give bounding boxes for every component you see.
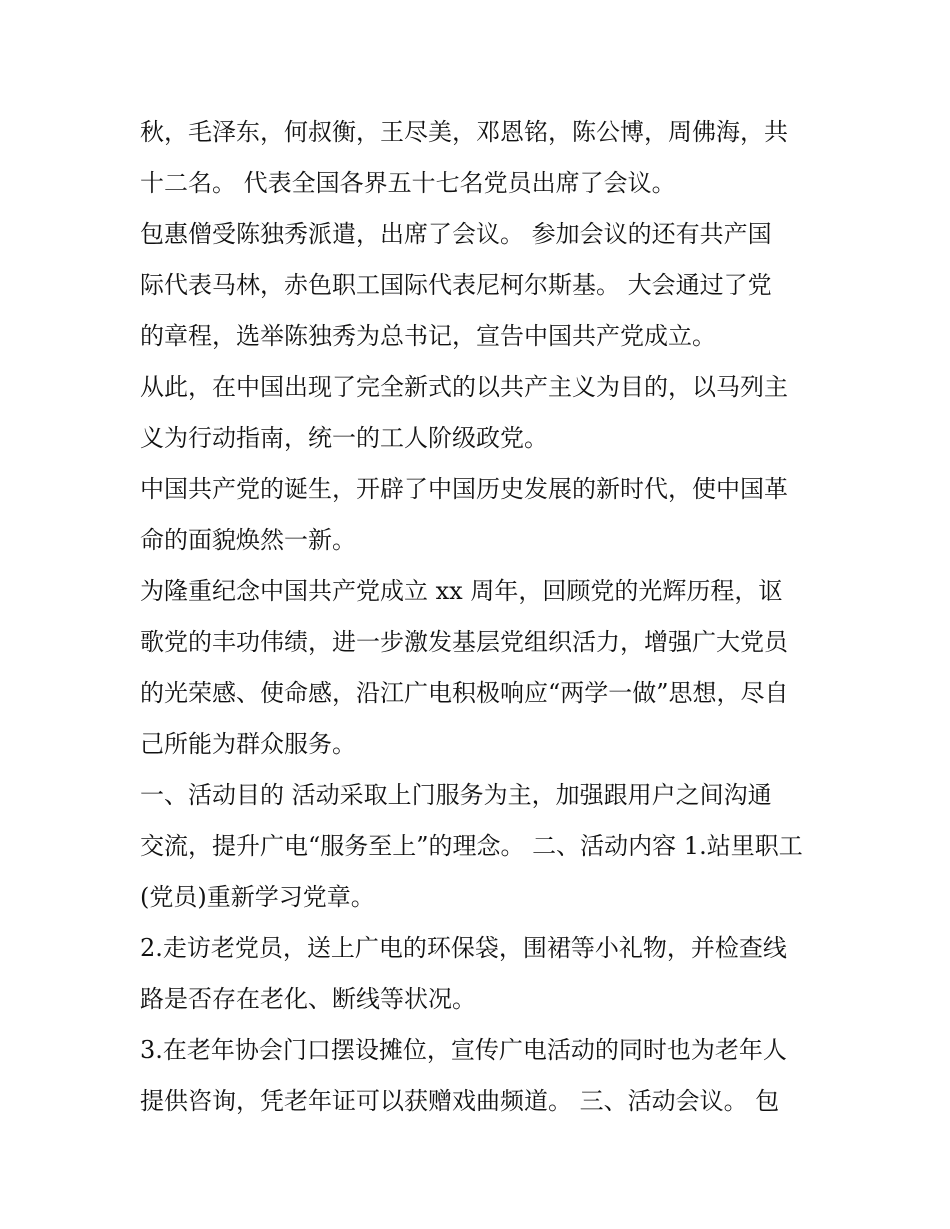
body-text — [140, 107, 820, 1127]
text-line: 歌党的丰功伟绩，进一步激发基层党组织活力，增强广大党员 — [140, 628, 788, 656]
text-line: 3.在老年协会门口摆设摊位，宣传广电活动的同时也为老年人 — [140, 1036, 787, 1064]
text-line: 包惠僧受陈独秀派遣，出席了会议。 参加会议的还有共产国 — [140, 220, 772, 248]
text-line: 际代表马林，赤色职工国际代表尼柯尔斯基。 大会通过了党 — [140, 271, 772, 299]
text-line: 的章程，选举陈独秀为总书记，宣告中国共产党成立。 — [140, 322, 716, 350]
text-line: 命的面貌焕然一新。 — [140, 526, 356, 554]
text-line: 2.走访老党员，送上广电的环保袋，围裙等小礼物，并检查线 — [140, 934, 787, 962]
text-line: 己所能为群众服务。 — [140, 730, 356, 758]
text-line: (党员)重新学习党章。 — [140, 883, 375, 911]
text-line: 交流，提升广电“服务至上”的理念。 二、活动内容 1.站里职工 — [140, 832, 803, 860]
text-line: 一、活动目的 活动采取上门服务为主，加强跟用户之间沟通 — [140, 781, 772, 809]
text-line: 秋，毛泽东，何叔衡，王尽美，邓恩铭，陈公博，周佛海，共 — [140, 118, 788, 146]
text-line: 从此，在中国出现了完全新式的以共产主义为目的，以马列主 — [140, 373, 788, 401]
text-line: 十二名。 代表全国各界五十七名党员出席了会议。 — [140, 169, 676, 197]
text-line: 为隆重纪念中国共产党成立 xx 周年，回顾党的光辉历程，讴 — [140, 577, 783, 605]
text-line: 义为行动指南，统一的工人阶级政党。 — [140, 424, 548, 452]
text-line: 路是否存在老化、断线等状况。 — [140, 985, 476, 1013]
text-line: 中国共产党的诞生，开辟了中国历史发展的新时代，使中国革 — [140, 475, 788, 503]
text-line: 的光荣感、使命感，沿江广电积极响应“两学一做”思想，尽自 — [140, 679, 789, 707]
text-line: 提供咨询，凭老年证可以获赠戏曲频道。 三、活动会议。 包 — [140, 1087, 780, 1115]
